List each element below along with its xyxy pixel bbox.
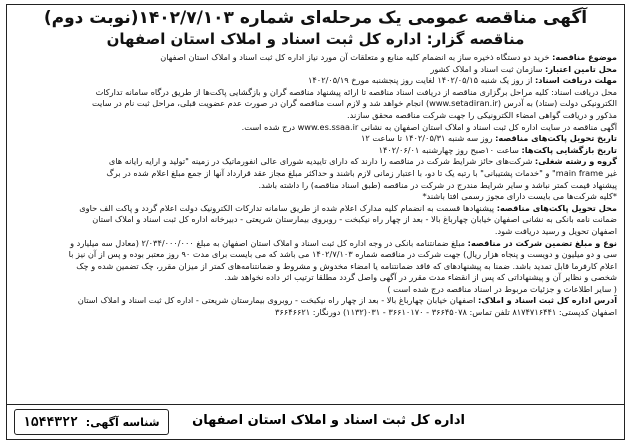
- notice-line: [14, 261, 617, 273]
- notice-line: [14, 295, 617, 307]
- notice-line: [14, 145, 617, 157]
- notice-line: [14, 272, 617, 284]
- notice-line-text: پیشنهادها قسمت به انضمام کلیه مدارک اعلام شده از طریق سامانه تدارکات الکترونیک دولت اعلام گردد و پاکت الف حاوی: [79, 202, 497, 213]
- notice-line-text: خرید دو دستگاه ذخیره ساز به انضمام کلیه منابع و متعلقات آن مورد نیاز اداره کل ثبت اسناد و املاک استان اصفهان: [160, 52, 553, 62]
- notice-line-text: اعلام کارفرما قابل تمدید باشد. ضمنا به پیشنهادهای که فاقد ضمانتنامه یا امضاء مخدوش و مشروط و ضمانتنامه‌های کمتر از میزان مقرر، چک تضمین شده و چک: [76, 260, 617, 271]
- notice-line: [14, 98, 617, 110]
- notice-line-text: محل دریافت اسناد: کلیه مراحل برگزاری مناقصه از دریافت اسناد مناقصه تا ارائه پیشنهاد مناقصه گران و بازگشایی پاکت‌ها از طریق درگاه سامانه تدارکات: [95, 86, 617, 97]
- notice-line: [14, 226, 617, 238]
- notice-line-text: غیر main frame" و "خدمات پشتیبانی" با رتبه یک تا دو، با اعتبار زمانی لازم باشند و حداکثر مبلغ مجاز عقد قرارداد آنها از جمع مبلغ اعلام شده در برگ: [106, 167, 617, 178]
- notice-line-label: نوع و مبلغ تضمین شرکت در مناقصه:: [467, 237, 617, 248]
- notice-line: [14, 203, 617, 215]
- notice-line-text: الکترونیکی دولت (ستاد) به آدرس (www.setadiran.ir) انجام خواهد شد و لازم است مناقصه گران در صورت عدم عضویت قبلی، مراحل ثبت نام در سایت: [91, 98, 617, 109]
- notice-line-label: محل تحویل پاکت‌های مناقصه:: [496, 202, 617, 213]
- notice-line-text: مذکور و دریافت گواهی امضاء الکترونیکی را جهت شرکت مناقصه محقق سازند.: [347, 109, 617, 120]
- notice-line: [14, 133, 617, 145]
- notice-line-text: شخصی و نظایر آن و پیشنهاداتی که پس از انقضاء مدت مقرر در آگهی واصل گردد مطلقا ترتیب اثر داده نخواهد شد.: [224, 272, 617, 283]
- notice-line: [14, 122, 617, 134]
- notice-line-label: مهلت دریافت اسناد:: [534, 75, 617, 86]
- notice-line: [14, 64, 617, 76]
- notice-line-text: شرکت‌های حائز شرایط شرکت در مناقصه را دارند که دارای تاییدیه شورای عالی انفورماتیک در زمینه "تولید و ارایه رایانه های: [108, 156, 535, 167]
- notice-line-text: ( سایر اطلاعات و جزئیات مربوط در اسناد مناقصه درج شده است ): [387, 283, 617, 294]
- notice-line-text: مبلغ ضمانتنامه بانکی در وجه اداره کل ثبت اسناد و املاک استان اصفهان به مبلغ ۲/۰۳۴/۰۰۰/۰۰۰ (معادل سه میلیارد و: [70, 237, 468, 248]
- notice-body: [14, 52, 617, 319]
- notice-line-text: ضمانت نامه بانکی به نشانی اصفهان خیابان چهارباغ بالا - بعد از چهار راه نیکبخت - روبروی بیمارستان شریعتی - دبیرخانه اداره کل ثبت اسناد و املاک استان: [92, 214, 617, 225]
- notice-line: [14, 168, 617, 180]
- notice-id-label: شناسه آگهی:: [85, 415, 160, 429]
- notice-line: [14, 307, 617, 319]
- notice-line-label: گروه و رشته شغلی:: [534, 156, 617, 167]
- notice-line-text: از روز یک شنبه ۱۴۰۲/۰۵/۱۵ لغایت روز پنجشنبه مورخ ۱۴۰۲/۰۵/۱۹: [308, 75, 535, 86]
- notice-line-label: موضوع مناقصه:: [552, 52, 617, 62]
- notice-line: [14, 284, 617, 296]
- notice-line-text: پیشنهاد قیمت کمتر نباشد و سایر شرایط مندرج در شرکت در مناقصه (طبق اسناد مناقصه) را داشته باشد.: [258, 179, 617, 190]
- notice-line-text: سازمان ثبت اسناد و املاک کشور: [430, 63, 545, 74]
- notice-subtitle: مناقصه گزار: اداره کل ثبت اسناد و املاک استان اصفهان: [106, 30, 525, 48]
- notice-line: [14, 87, 617, 99]
- notice-line-text: روز سه شنبه ۱۴۰۲/۰۵/۳۱ تا ساعت ۱۲: [361, 133, 496, 144]
- notice-line-label: تاریخ تحویل پاکت‌های مناقصه:: [495, 133, 617, 144]
- notice-title: آگهی مناقصه عمومی یک مرحله‌ای شماره ۱۴۰۲/۷/۱۰۳(نوبت دوم): [43, 8, 588, 28]
- notice-line: [14, 52, 617, 64]
- notice-line: [14, 249, 617, 261]
- notice-footer: [6, 404, 625, 440]
- footer-organization: اداره کل ثبت اسناد و املاک استان اصفهان: [192, 413, 465, 428]
- notice-line: [14, 214, 617, 226]
- notice-line-text: اصفهان خیابان چهارباغ بالا - بعد از چهار راه نیکبخت - روبروی بیمارستان شریعتی - اداره کل ثبت اسناد و املاک استان: [77, 295, 479, 306]
- notice-line: [14, 156, 617, 168]
- notice-content: [14, 8, 617, 319]
- notice-id-value: ۱۵۴۴۳۲۲: [23, 414, 78, 430]
- notice-line-label: تاریخ بازگشایی پاکت‌ها:: [521, 144, 617, 155]
- notice-line-text: *کلیه شرکت‌ها می بایست دارای مجوز رسمی افتا باشند*: [422, 191, 617, 202]
- notice-line-text: اصفهان تحویل و رسید دریافت شود.: [494, 225, 617, 236]
- notice-line-label: محل تامین اعتبار:: [544, 63, 617, 74]
- notice-line-text: سی و دو میلیون و دویست و پنجاه هزار ریال) جهت شرکت در مناقصه شماره ۱۴۰۲/۷/۱۰۳ می باشد که می بایست برای مدت ۹۰ روز معتبر بوده و پس از آن نیز با: [68, 249, 617, 260]
- notice-line: [14, 180, 617, 192]
- notice-id-box: [14, 409, 169, 435]
- notice-line-label: آدرس اداره کل ثبت اسناد و املاک:: [478, 295, 617, 306]
- notice-line-text: آگهی مناقصه در سایت اداره کل ثبت اسناد و املاک استان اصفهان به نشانی www.es.ssaa.ir درج شده است.: [241, 121, 617, 132]
- notice-line-text: اصفهان کدپستی: ۸۱۷۴۷۱۶۴۴۱ تلفن تماس: ۳۶۶۴۵۰۷۸ - ۳۶۶۱۰۱۷۰ - ۰۳۱(۱۱۳۲) دورنگار: ۳۶۶۴۶۶۲۱: [275, 307, 617, 318]
- notice-line-text: ساعت ۱۰صبح روز چهارشنبه ۱۴۰۲/۰۶/۰۱: [378, 144, 522, 155]
- notice-line: [14, 75, 617, 87]
- notice-line: [14, 110, 617, 122]
- notice-line: [14, 238, 617, 250]
- notice-line: [14, 191, 617, 203]
